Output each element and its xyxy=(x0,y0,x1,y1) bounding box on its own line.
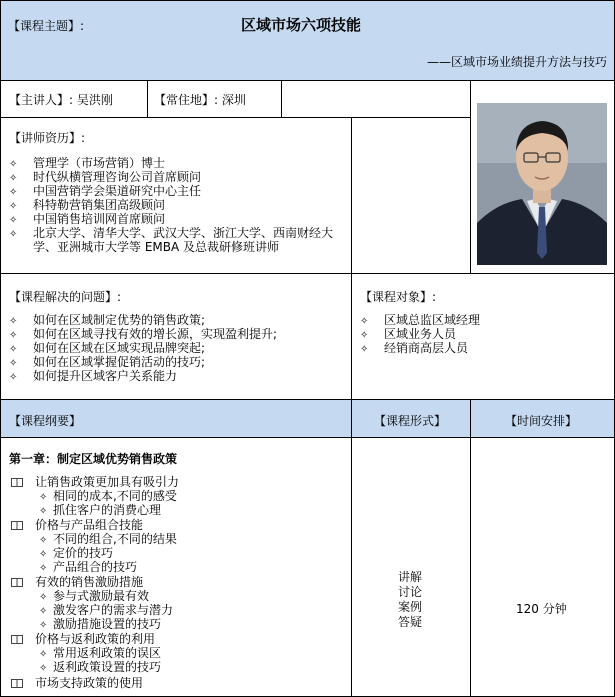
experience-label: 【讲师资历】: xyxy=(9,131,86,145)
diamond-bullet-icon: ✧ xyxy=(39,620,48,631)
chapter1-form-cell xyxy=(351,437,471,697)
diamond-bullet-icon: ✧ xyxy=(9,316,18,327)
sub-item: ✧ 返利政策设置的技巧 xyxy=(39,660,162,674)
form-item: 答疑 xyxy=(398,615,423,629)
diamond-bullet-icon: ✧ xyxy=(9,173,18,184)
residence-cell xyxy=(147,80,282,118)
problem-item: ✧ 如何提升区域客户关系能力 xyxy=(9,369,178,383)
residence-label: 【常住地】: 深圳 xyxy=(154,93,246,107)
diamond-bullet-icon: ✧ xyxy=(39,535,48,546)
audience-item: ✧ 区域总监区域经理 xyxy=(360,313,481,327)
course-subtitle: ——区域市场业绩提升方法与技巧 xyxy=(426,55,607,69)
diamond-bullet-icon: ✧ xyxy=(39,563,48,574)
audience-label: 【课程对象】: xyxy=(360,290,437,304)
sub-item: ✧ 定价的技巧 xyxy=(39,546,114,560)
topic-label: 【课程主题】: xyxy=(8,19,85,33)
problems-label: 【课程解决的问题】: xyxy=(9,290,122,304)
experience-item: ✧ 中国销售培训网首席顾问 xyxy=(9,212,166,226)
speaker-photo xyxy=(477,103,607,265)
diamond-bullet-icon: ✧ xyxy=(9,159,18,170)
diamond-bullet-icon: ✧ xyxy=(360,344,369,355)
sub-item: ✧ 激发客户的需求与潜力 xyxy=(39,603,174,617)
problem-item: ✧ 如何在区域寻找有效的增长源，实现盈利提升; xyxy=(9,327,278,341)
diamond-bullet-icon: ✧ xyxy=(39,649,48,660)
audience-item: ✧ 区域业务人员 xyxy=(360,327,457,341)
speaker-label: 【主讲人】: 吴洪刚 xyxy=(9,93,113,107)
problem-item: ✧ 如何在区域掌握促销活动的技巧; xyxy=(9,355,206,369)
experience-side-cell xyxy=(351,117,471,274)
diamond-bullet-icon: ✧ xyxy=(9,229,18,240)
sub-item: ✧ 产品组合的技巧 xyxy=(39,560,138,574)
form-item: 讨论 xyxy=(398,585,423,599)
diamond-bullet-icon: ✧ xyxy=(39,506,48,517)
chapter-title: 第一章：制定区域优势销售政策 xyxy=(9,452,178,466)
diamond-bullet-icon: ✧ xyxy=(9,215,18,226)
experience-item: ✧ 中国营销学会渠道研究中心主任 xyxy=(9,184,202,198)
diamond-bullet-icon: ✧ xyxy=(360,330,369,341)
sub-item: ✧ 激励措施设置的技巧 xyxy=(39,617,162,631)
form-item: 讲解 xyxy=(398,570,423,584)
sub-item: ✧ 常用返利政策的误区 xyxy=(39,646,162,660)
section-item: 价格与返利政策的利用 xyxy=(11,632,155,646)
speaker-empty-cell xyxy=(281,80,471,118)
problem-item: ✧ 如何在区域制定优势的销售政策; xyxy=(9,313,206,327)
section-item: 让销售政策更加具有吸引力 xyxy=(11,475,179,489)
sub-item: ✧ 不同的组合,不同的结果 xyxy=(39,532,177,546)
sub-item: ✧ 相同的成本,不同的感受 xyxy=(39,489,177,503)
experience-item-cont: 学、亚洲城市大学等 EMBA 及总裁研修班讲师 xyxy=(33,240,280,254)
diamond-bullet-icon: ✧ xyxy=(9,358,18,369)
diamond-bullet-icon: ✧ xyxy=(9,201,18,212)
audience-cell xyxy=(351,273,615,400)
diamond-bullet-icon: ✧ xyxy=(9,344,18,355)
diamond-bullet-icon: ✧ xyxy=(9,372,18,383)
section-item: 价格与产品组合技能 xyxy=(11,518,143,532)
time-header: 【时间安排】 xyxy=(505,414,578,428)
time-value: 120 分钟 xyxy=(516,602,567,616)
diamond-bullet-icon: ✧ xyxy=(39,549,48,560)
book-bullet-icon xyxy=(11,635,23,644)
section-item: 有效的销售激励措施 xyxy=(11,575,143,589)
speaker-cell xyxy=(0,80,148,118)
diamond-bullet-icon: ✧ xyxy=(9,330,18,341)
sub-item: ✧ 抓住客户的消费心理 xyxy=(39,503,162,517)
chapter1-time-cell xyxy=(470,437,615,697)
diamond-bullet-icon: ✧ xyxy=(9,187,18,198)
book-bullet-icon xyxy=(11,478,23,487)
course-title: 区域市场六项技能 xyxy=(241,16,362,34)
form-item: 案例 xyxy=(398,600,423,614)
diamond-bullet-icon: ✧ xyxy=(39,492,48,503)
outline-header: 【课程纲要】 xyxy=(9,414,82,428)
experience-item: ✧ 科特勒营销集团高级顾问 xyxy=(9,198,166,212)
experience-item: ✧ 时代纵横管理咨询公司首席顾问 xyxy=(9,170,202,184)
experience-item: ✧ 北京大学、清华大学、武汉大学、浙江大学、西南财经大 xyxy=(9,226,334,240)
problem-item: ✧ 如何在区域在区域实现品牌突起; xyxy=(9,341,206,355)
outline-header-cell xyxy=(0,399,352,438)
diamond-bullet-icon: ✧ xyxy=(39,663,48,674)
diamond-bullet-icon: ✧ xyxy=(39,592,48,603)
book-bullet-icon xyxy=(11,679,23,688)
form-header-cell xyxy=(351,399,471,438)
sub-item: ✧ 参与式激励最有效 xyxy=(39,589,150,603)
time-header-cell xyxy=(470,399,615,438)
section-item: 市场支持政策的使用 xyxy=(11,676,143,690)
audience-item: ✧ 经销商高层人员 xyxy=(360,341,469,355)
chapter1-cell xyxy=(0,437,352,697)
book-bullet-icon xyxy=(11,578,23,587)
problems-cell xyxy=(0,273,352,400)
diamond-bullet-icon: ✧ xyxy=(360,316,369,327)
experience-item: ✧ 管理学（市场营销）博士 xyxy=(9,156,166,170)
photo-cell xyxy=(470,80,615,274)
diamond-bullet-icon: ✧ xyxy=(39,606,48,617)
form-header: 【课程形式】 xyxy=(374,414,447,428)
book-bullet-icon xyxy=(11,521,23,530)
experience-cell xyxy=(0,117,352,274)
